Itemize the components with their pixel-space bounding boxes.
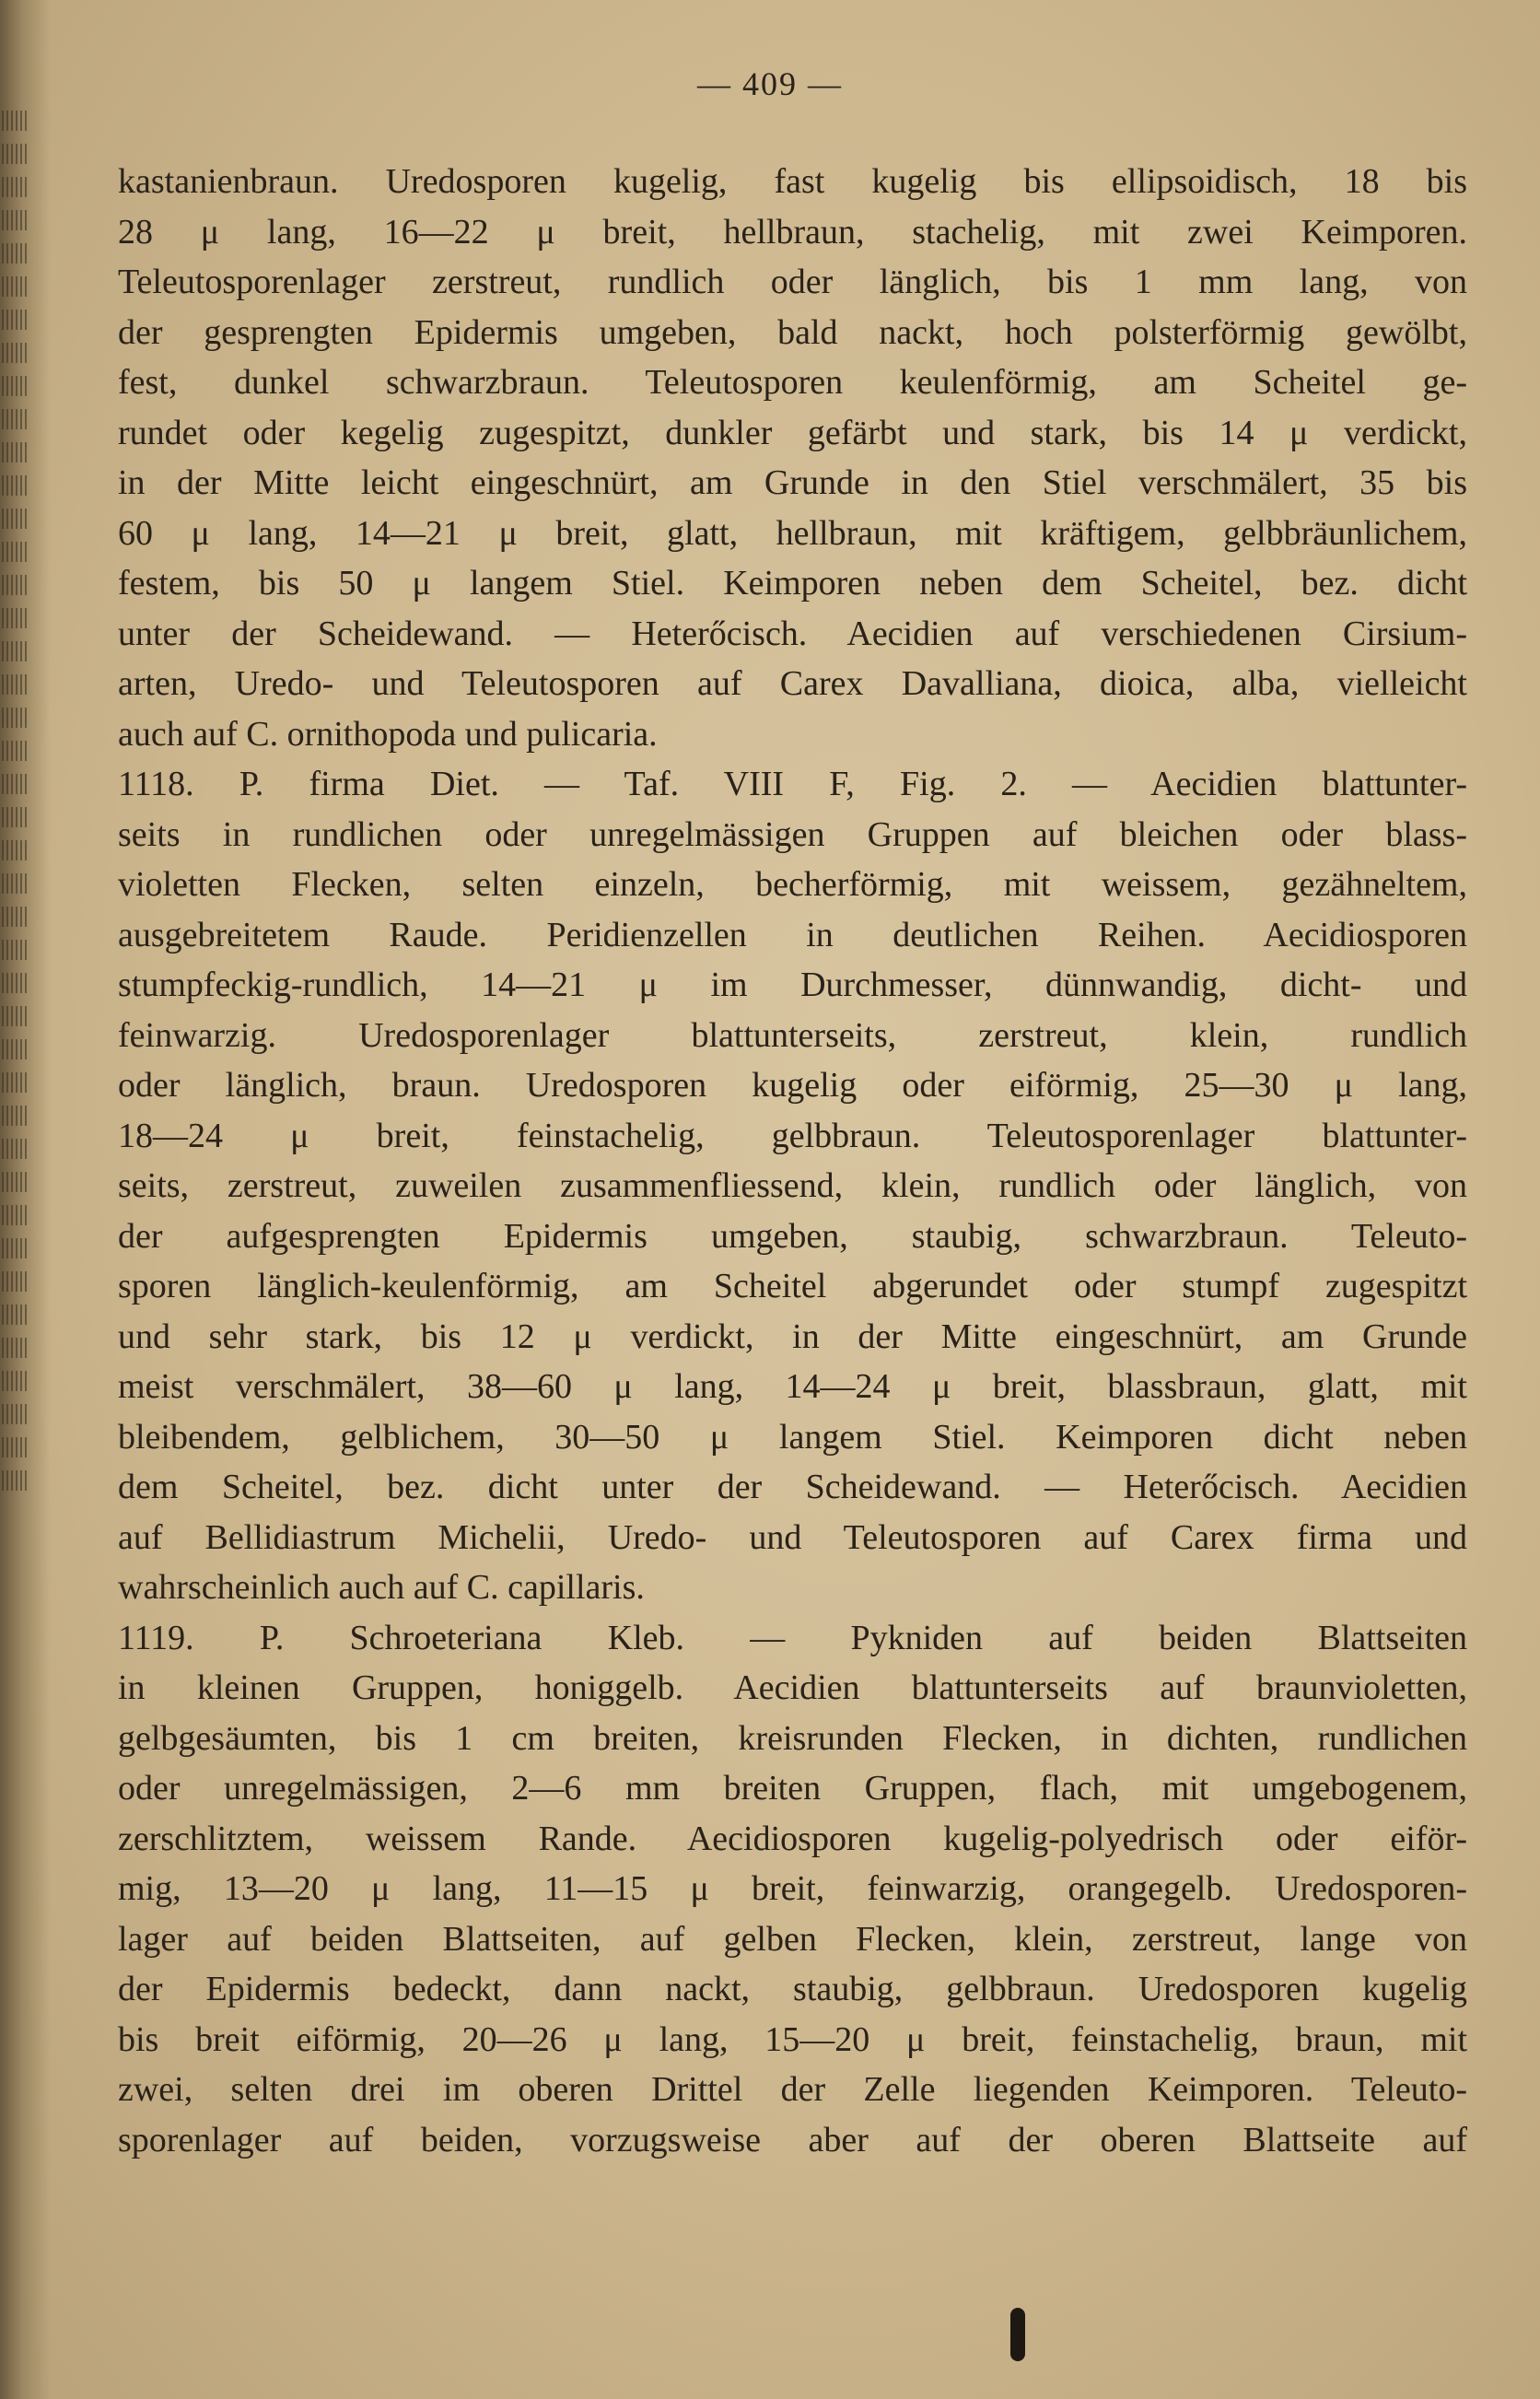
text-line: 60 μ lang, 14—21 μ breit, glatt, hellbraun, mit kräftigem, gelbbräunlichem, (118, 513, 1467, 553)
text-line: in kleinen Gruppen, honiggelb. Aecidien blattunterseits auf braunvioletten, (118, 1668, 1467, 1707)
text-line: feinwarzig. Uredosporenlager blattunterseits, zerstreut, klein, rundlich (118, 1015, 1467, 1055)
text-line: ausgebreitetem Raude. Peridienzellen in deutlichen Reihen. Aecidiosporen (118, 915, 1467, 954)
text-line: violetten Flecken, selten einzeln, becherförmig, mit weissem, gezähneltem, (118, 865, 1467, 904)
text-line: sporen länglich-keulenförmig, am Scheitel abgerundet oder stumpf zugespitzt (118, 1267, 1467, 1305)
text-line: der gesprengten Epidermis umgeben, bald nackt, hoch polsterförmig gewölbt, (118, 312, 1467, 352)
text-line: kastanienbraun. Uredosporen kugelig, fast kugelig bis ellipsoidisch, 18 bis (118, 162, 1467, 201)
text-line: seits, zerstreut, zuweilen zusammenfliessend, klein, rundlich oder länglich, von (118, 1166, 1467, 1205)
text-line: unter der Scheidewand. — Heterőcisch. Aecidien auf verschiedenen Cirsium- (118, 614, 1467, 653)
text-line: 1118. P. firma Diet. — Taf. VIII F, Fig. 2. — Aecidien blattunter- (118, 765, 1467, 803)
text-line: der Epidermis bedeckt, dann nackt, staubig, gelbbraun. Uredosporen kugelig (118, 1970, 1467, 2008)
text-line: bis breit eiförmig, 20—26 μ lang, 15—20 μ breit, feinstachelig, braun, mit (118, 2019, 1467, 2059)
facing-page-bleed (2, 111, 35, 1732)
text-line: Teleutosporenlager zerstreut, rundlich oder länglich, bis 1 mm lang, von (118, 263, 1467, 301)
text-line: gelbgesäumten, bis 1 cm breiten, kreisrunden Flecken, in dichten, rundlichen (118, 1718, 1467, 1758)
text-line: zwei, selten drei im oberen Drittel der Zelle liegenden Keimporen. Teleuto- (118, 2070, 1467, 2109)
text-line: fest, dunkel schwarzbraun. Teleutosporen keulenförmig, am Scheitel ge- (118, 363, 1467, 402)
text-line: meist verschmälert, 38—60 μ lang, 14—24 μ breit, blassbraun, glatt, mit (118, 1367, 1467, 1406)
text-line: 18—24 μ breit, feinstachelig, gelbbraun. Teleutosporenlager blattunter- (118, 1116, 1467, 1155)
text-line: der aufgesprengten Epidermis umgeben, staubig, schwarzbraun. Teleuto- (118, 1216, 1467, 1256)
text-line: und sehr stark, bis 12 μ verdickt, in der Mitte eingeschnürt, am Grunde (118, 1317, 1467, 1356)
text-line: festem, bis 50 μ langem Stiel. Keimporen neben dem Scheitel, bez. dicht (118, 564, 1467, 603)
text-line: 28 μ lang, 16—22 μ breit, hellbraun, stachelig, mit zwei Keimporen. (118, 212, 1467, 252)
text-line: arten, Uredo- und Teleutosporen auf Carex Davalliana, dioica, alba, vielleicht (118, 664, 1467, 703)
text-line: mig, 13—20 μ lang, 11—15 μ breit, feinwarzig, orangegelb. Uredosporen- (118, 1869, 1467, 1908)
text-line: stumpfeckig-rundlich, 14—21 μ im Durchmesser, dünnwandig, dicht- und (118, 965, 1467, 1004)
text-line: lager auf beiden Blattseiten, auf gelben Flecken, klein, zerstreut, lange von (118, 1919, 1467, 1959)
text-line: 1119. P. Schroeteriana Kleb. — Pykniden auf beiden Blattseiten (118, 1618, 1467, 1657)
ink-blot (1010, 2308, 1025, 2361)
text-line: oder unregelmässigen, 2—6 mm breiten Gruppen, flach, mit umgebogenem, (118, 1769, 1467, 1808)
text-line: dem Scheitel, bez. dicht unter der Scheidewand. — Heterőcisch. Aecidien (118, 1468, 1467, 1506)
text-line: bleibendem, gelblichem, 30—50 μ langem Stiel. Keimporen dicht neben (118, 1417, 1467, 1457)
text-line: zerschlitztem, weissem Rande. Aecidiosporen kugelig-polyedrisch oder eiför- (118, 1819, 1467, 1858)
text-line: in der Mitte leicht eingeschnürt, am Grunde in den Stiel verschmälert, 35 bis (118, 463, 1467, 502)
text-line: rundet oder kegelig zugespitzt, dunkler gefärbt und stark, bis 14 μ verdickt, (118, 413, 1467, 452)
page-number-header: — 409 — (697, 65, 843, 102)
body-text (118, 157, 1467, 2165)
text-line: sporenlager auf beiden, vorzugsweise aber auf der oberen Blattseite auf (118, 2120, 1467, 2159)
text-line: oder länglich, braun. Uredosporen kugelig oder eiförmig, 25—30 μ lang, (118, 1066, 1467, 1105)
text-line: wahrscheinlich auch auf C. capillaris. (118, 1568, 645, 1607)
text-line: auch auf C. ornithopoda und pulicaria. (118, 714, 658, 754)
text-line: seits in rundlichen oder unregelmässigen Gruppen auf bleichen oder blass- (118, 814, 1467, 854)
text-line: auf Bellidiastrum Michelii, Uredo- und Teleutosporen auf Carex firma und (118, 1517, 1467, 1557)
